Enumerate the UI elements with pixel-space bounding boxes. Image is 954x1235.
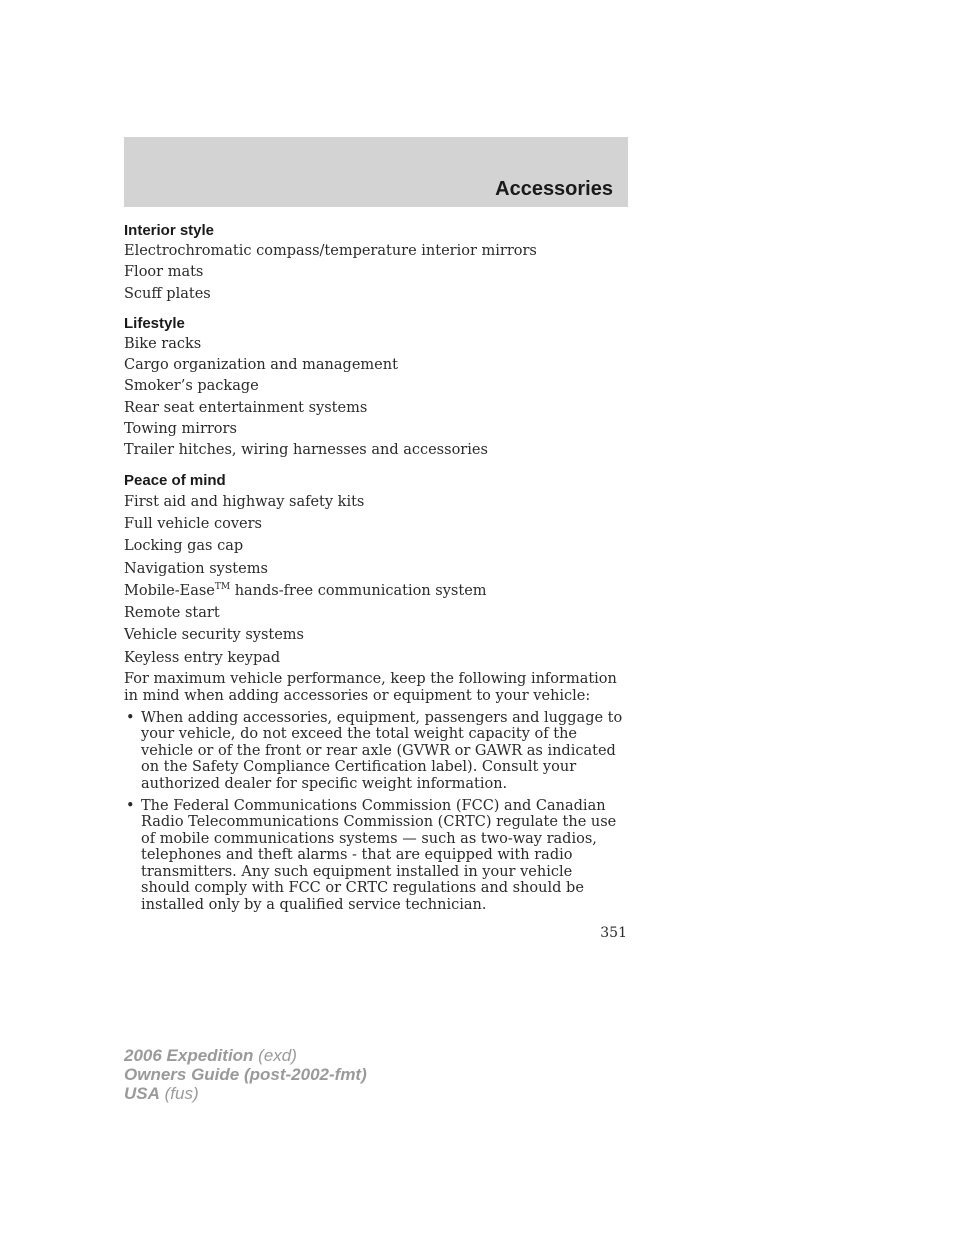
page-content (124, 220, 624, 919)
list-item: Keyless entry keypad (124, 649, 281, 666)
bullet-icon: • (126, 710, 135, 727)
mobile-ease-description: hands-free communication system (230, 582, 487, 599)
list-item: Cargo organization and management (124, 357, 398, 374)
section-header-bar (124, 137, 628, 207)
mobile-ease-name: Mobile-Ease (124, 582, 215, 599)
trademark-mark: TM (214, 582, 231, 593)
footer-line-guide: Owners Guide (post-2002-fmt) (124, 1065, 367, 1084)
bullet-list (124, 710, 624, 913)
list-item: Floor mats (124, 264, 204, 281)
intro-paragraph: For maximum vehicle performance, keep the following information in mind when adding accessories or equipment to your vehicle: (124, 671, 617, 704)
peace-of-mind-section (124, 470, 624, 669)
bullet-text: When adding accessories, equipment, passengers and luggage to your vehicle, do not exceed the total weight capacity of the vehicle or of the front or rear axle (GVWR or GAWR as indicated on the Safety Compliance Certification label). Consult your authorized dealer for specific weight information. (141, 710, 623, 792)
bullet-text: The Federal Communications Commission (FCC) and Canadian Radio Telecommunications Commission (CRTC) regulate the use of mobile communications systems — such as two-way radios, telephones and theft alarms - that are equipped with radio transmitters. Any such equipment installed in your vehicle should comply with FCC or CRTC regulations and should be installed only by a qualified service technician. (141, 798, 617, 913)
list-item: Trailer hitches, wiring harnesses and accessories (124, 442, 488, 459)
footer-line-region: USA (fus) (124, 1084, 199, 1103)
section-title: Accessories (495, 178, 613, 200)
list-item: First aid and highway safety kits (124, 493, 365, 510)
interior-style-heading: Interior style (124, 222, 215, 239)
list-item: Bike racks (124, 335, 202, 352)
list-item: Rear seat entertainment systems (124, 399, 368, 416)
list-item: Vehicle security systems (124, 627, 304, 644)
list-item: Navigation systems (124, 560, 268, 577)
footer-line-model: 2006 Expedition (exd) (124, 1046, 297, 1065)
peace-of-mind-heading: Peace of mind (124, 471, 226, 489)
list-item: Locking gas cap (124, 538, 244, 555)
bullet-item (124, 710, 624, 792)
list-item: Electrochromatic compass/temperature interior mirrors (124, 243, 537, 259)
list-item: Smoker’s package (124, 378, 259, 395)
list-item: Scuff plates (124, 285, 211, 302)
interior-style-section (124, 220, 624, 305)
list-item: Remote start (124, 605, 220, 622)
bullet-icon: • (126, 798, 135, 815)
lifestyle-section (124, 313, 624, 462)
bullet-item (124, 798, 624, 913)
list-item: Full vehicle covers (124, 515, 262, 532)
document-footer (124, 1046, 367, 1103)
lifestyle-heading: Lifestyle (124, 314, 185, 332)
list-item: Towing mirrors (124, 421, 237, 438)
list-item-mobile-ease (124, 580, 624, 602)
page-number: 351 (600, 925, 627, 941)
